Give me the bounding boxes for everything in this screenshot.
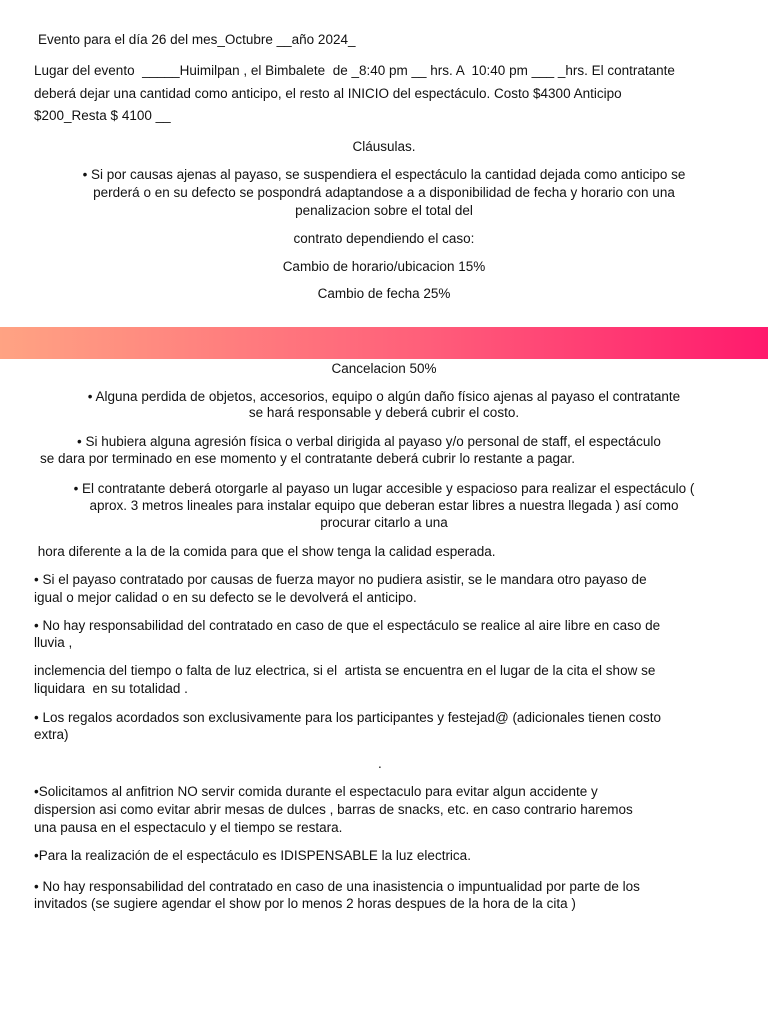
- clause-1-line-2: perderá o en su defecto se pospondrá adaptandose a a disponibilidad de fecha y horario con una: [93, 185, 675, 200]
- clause-8-line-1: •Solicitamos al anfitrion NO servir comida durante el espectaculo para evitar algun accidente y: [34, 784, 598, 799]
- clause-2-line-1: • Alguna perdida de objetos, accesorios, equipo o algún daño físico ajenas al payaso el contratante: [87, 389, 681, 404]
- clause-4-line-2: aprox. 3 metros lineales para instalar equipo que deberan estar libres a nuestra llegada ) así como: [89, 498, 679, 513]
- event-balance-line: $200_Resta $ 4100 __: [34, 108, 171, 123]
- clauses-title: Cláusulas.: [352, 139, 416, 154]
- page-break-band: [0, 327, 768, 359]
- clause-3-line-1: • Si hubiera alguna agresión física o verbal dirigida al payaso y/o personal de staff, el espectáculo: [77, 434, 661, 449]
- clause-4-line-4: hora diferente a la de la comida para que el show tenga la calidad esperada.: [34, 544, 496, 559]
- clause-1-line-1: • Si por causas ajenas al payaso, se suspendiera el espectáculo la cantidad dejada como anticipo se: [82, 167, 686, 182]
- stray-dot: .: [378, 756, 382, 771]
- event-payment-line: deberá dejar una cantidad como anticipo, el resto al INICIO del espectáculo. Costo $4300 Anticipo: [34, 86, 622, 101]
- clause-6-line-3: inclemencia del tiempo o falta de luz electrica, si el artista se encuentra en el lugar de la cita el show se: [34, 663, 656, 678]
- clause-8-line-3: una pausa en el espectaculo y el tiempo se restara.: [34, 820, 343, 835]
- clause-7-line-1: • Los regalos acordados son exclusivamente para los participantes y festejad@ (adicionales tienen costo: [34, 710, 662, 725]
- clause-1-line-4: contrato dependiendo el caso:: [293, 231, 475, 246]
- penalty-schedule-change: Cambio de horario/ubicacion 15%: [282, 259, 486, 274]
- clause-5-line-1: • Si el payaso contratado por causas de fuerza mayor no pudiera asistir, se le mandara otro payaso de: [34, 572, 647, 587]
- clause-3-line-2: se dara por terminado en ese momento y el contratante deberá cubrir lo restante a pagar.: [40, 451, 576, 466]
- clause-6-line-2: lluvia ,: [34, 635, 73, 650]
- clause-1-line-3: penalizacion sobre el total del: [295, 203, 473, 218]
- clause-5-line-2: igual o mejor calidad o en su defecto se le devolverá el anticipo.: [34, 590, 417, 605]
- penalty-cancellation: Cancelacion 50%: [331, 361, 437, 376]
- clause-4-line-1: • El contratante deberá otorgarle al payaso un lugar accesible y espacioso para realizar el espectáculo (: [73, 481, 695, 496]
- clause-6-line-1: • No hay responsabilidad del contratado en caso de que el espectáculo se realice al aire libre en caso de: [34, 618, 661, 633]
- clause-8-line-2: dispersion asi como evitar abrir mesas de dulces , barras de snacks, etc. en caso contrario haremos: [34, 802, 633, 817]
- clause-6-line-4: liquidara en su totalidad .: [34, 681, 188, 696]
- event-place-line: Lugar del evento _____Huimilpan , el Bimbalete de _8:40 pm __ hrs. A 10:40 pm ___ _hrs. El contratante: [34, 63, 675, 78]
- clause-9-line-1: •Para la realización de el espectáculo es IDISPENSABLE la luz electrica.: [34, 848, 471, 863]
- penalty-date-change: Cambio de fecha 25%: [317, 286, 451, 301]
- clause-2-line-2: se hará responsable y deberá cubrir el costo.: [248, 405, 520, 420]
- clause-4-line-3: procurar citarlo a una: [320, 515, 448, 530]
- clause-7-line-2: extra): [34, 727, 69, 742]
- clause-10-line-1: • No hay responsabilidad del contratado en caso de una inasistencia o impuntualidad por parte de los: [34, 879, 640, 894]
- event-date-line: Evento para el día 26 del mes_Octubre __año 2024_: [38, 32, 356, 47]
- clause-10-line-2: invitados (se sugiere agendar el show por lo menos 2 horas despues de la hora de la cita ): [34, 896, 576, 911]
